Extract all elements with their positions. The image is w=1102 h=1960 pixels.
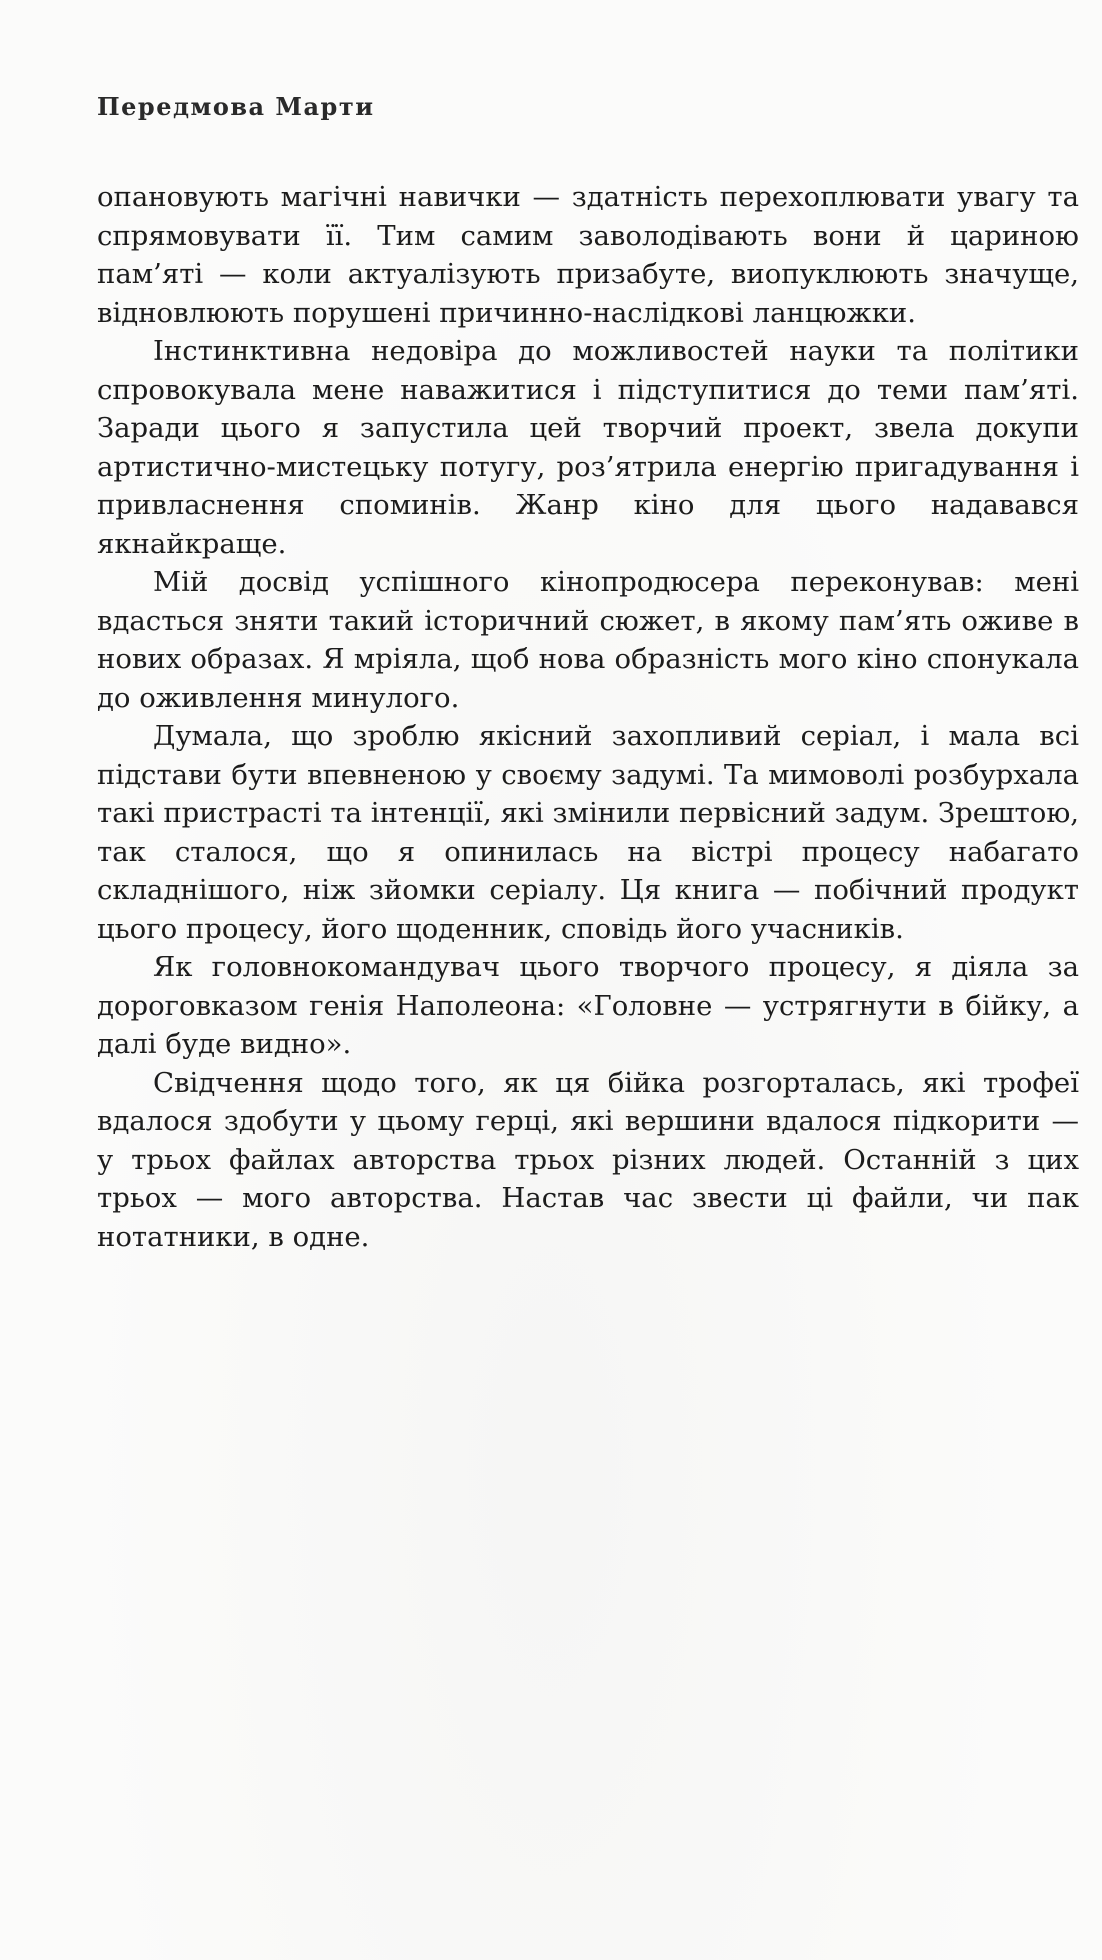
paragraph: Як головнокомандувач цього творчого процесу, я діяла за дороговказом генія Наполеона: «Головне — устрягнути в бійку, а далі буде видно». — [97, 951, 1079, 1060]
running-head: Передмова Марти — [97, 92, 375, 121]
paragraph: Думала, що зроблю якісний захопливий серіал, і мала всі підстави бути впевненою у своєму задумі. Та мимоволі розбурхала такі пристрасті та інтенції, які змінили первісний задум. Зрештою, так сталося, що я опинилась на вістрі процесу набагато складнішого, ніж зйомки серіалу. Ця книга — побічний продукт цього процесу, його щоденник, сповідь його учасників. — [97, 720, 1079, 945]
paragraph: Інстинктивна недовіра до можливостей науки та політики спровокувала мене наважитися і підступитися до теми пам’яті. Заради цього я запустила цей творчий проект, звела докупи артистично-мистецьку потугу, роз’ятрила енергію пригадування і привласнення споминів. Жанр кіно для цього надавався якнайкраще. — [97, 335, 1079, 560]
paragraph: Свідчення щодо того, як ця бійка розгорталась, які трофеї вдалося здобути у цьому герці, які вершини вдалося підкорити — у трьох файлах авторства трьох різних людей. Останній з цих трьох — мого авторства. Настав час звести ці файли, чи пак нотатники, в одне. — [97, 1066, 1079, 1253]
body-text — [97, 178, 1079, 1256]
paragraph: опановують магічні навички — здатність перехоплювати увагу та спрямовувати її. Тим самим заволодівають вони й цариною пам’яті — коли актуалізують призабуте, виопуклюють значуще, відновлюють порушені причинно-наслідкові ланцюжки. — [97, 181, 1079, 329]
paragraph: Мій досвід успішного кінопродюсера переконував: мені вдасться зняти такий історичний сюжет, в якому пам’ять оживе в нових образах. Я мріяла, щоб нова образність мого кіно спонукала до оживлення минулого. — [97, 566, 1079, 714]
